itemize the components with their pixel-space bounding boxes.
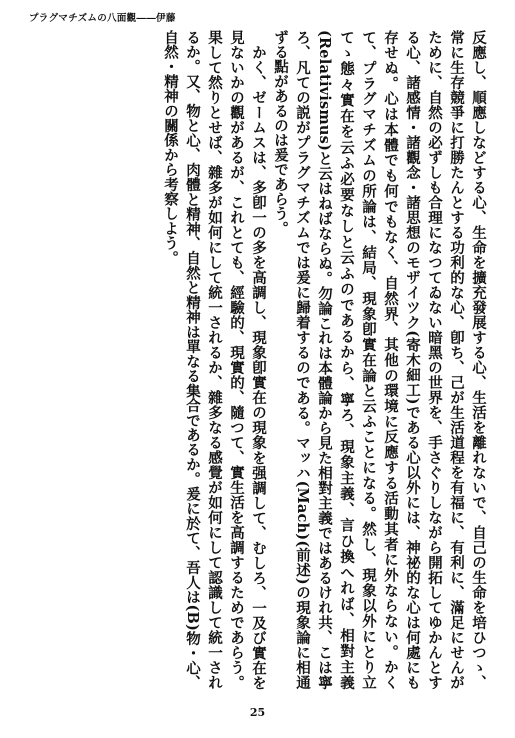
body-text bbox=[27, 30, 489, 690]
paragraph-2: かく、ゼームスは、多卽一の多を高調し、現象卽實在の現象を强調して、むしろ、一及び實在を見ないかの觀があるが、これとても、經驗的、現實的、隨つて、實生活を高調するためであらう。果して然りとせば、雜多が如何にして統一されるか、雜多なる感覺が如何にして認識して統一されるか。又、物と心、肉體と精神、自然と精神は單なる集合であるか。爰に於て、吾人は(B)物・心、自然・精神の關係から考察しよう。 bbox=[162, 30, 267, 690]
page-number: 25 bbox=[249, 706, 266, 719]
running-header: プラグマチズムの八面觀――伊藤 bbox=[29, 13, 176, 24]
paragraph-1: 反應し、順應しなどする心、生命を擴充發展する心、生活を離れないで、自己の生命を培ひつゝ、常に生存競爭に打勝たんとする功利的な心、卽ち、己が生活道程を有福に、有利に、滿足にせんがために、自然の必ずしも合理になつてゐない暗黑の世界を、手さぐりしながら開拓してゆかんとする心、諸感情・諸觀念・諸思想のモザイツク(寄木細工)である心以外には、神祕的な心は何處にも存せぬ。心は本體でも何でもなく、自然界、其他の環境に反應する活動其者に外ならない。かくて、プラグマチズムの所論は、結局、現象卽實在論と云ふことになる。然し、現象以外にとり立てゝ態々實在を云ふ必要なしと云ふのであるから、寧ろ、現象主義、言ひ換へれば、相對主義(Relativismus)と云はねばならぬ。勿論これは本體論から見た相對主義ではあるけれ共、こは寧ろ、凡ての説がプラグマチズムでは爰に歸着するのである。マッハ(Mach)(前述)の現象論に相通ずる點があるのは爰であらう。 bbox=[272, 30, 487, 690]
